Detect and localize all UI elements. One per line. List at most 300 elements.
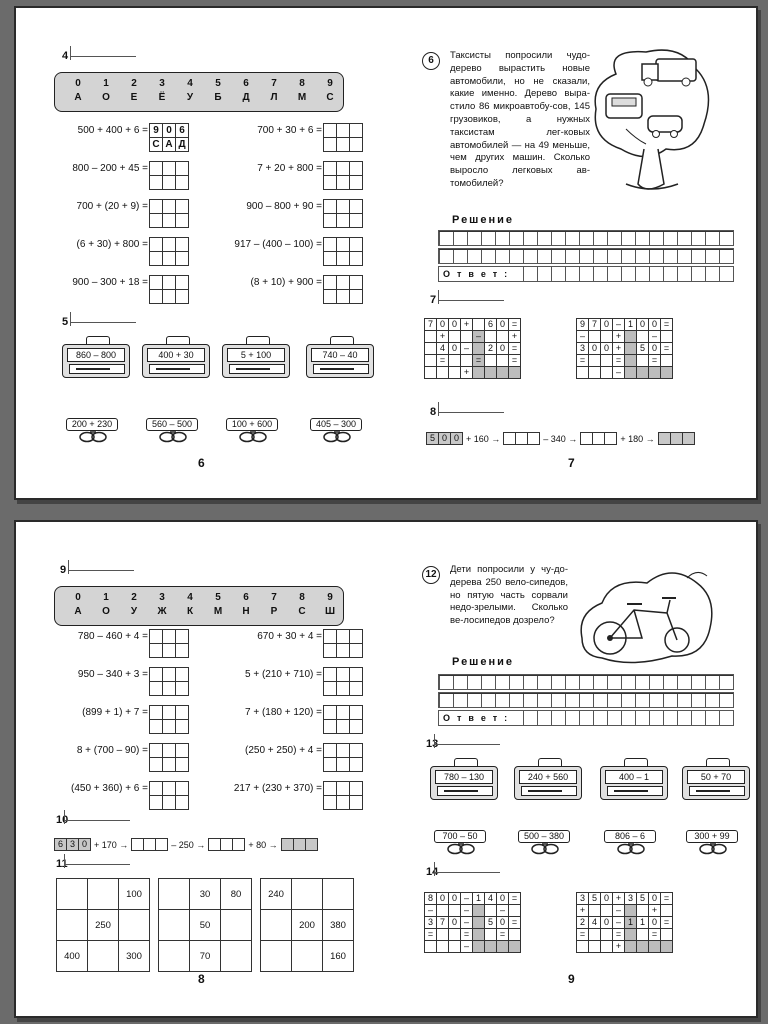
- answer-cell[interactable]: [324, 668, 337, 682]
- calc-cell[interactable]: 3: [625, 893, 637, 905]
- calc-cell[interactable]: [461, 331, 473, 343]
- calc-cell[interactable]: +: [613, 343, 625, 355]
- square-cell[interactable]: 200: [292, 910, 323, 941]
- calc-cell[interactable]: 2: [577, 917, 589, 929]
- calc-cell[interactable]: 1: [473, 893, 485, 905]
- answer-cell[interactable]: [163, 720, 176, 734]
- chain-answer-box[interactable]: [208, 838, 245, 851]
- chain-cell[interactable]: [528, 433, 539, 444]
- calc-cell[interactable]: –: [649, 331, 661, 343]
- calc-cell[interactable]: =: [509, 343, 521, 355]
- calc-cell[interactable]: 4: [437, 343, 449, 355]
- calc-cell[interactable]: =: [577, 355, 589, 367]
- chain-cell[interactable]: [504, 433, 516, 444]
- calc-cell[interactable]: [509, 941, 521, 953]
- answer-cell[interactable]: [163, 644, 176, 658]
- calc-cell[interactable]: –: [461, 893, 473, 905]
- answer-grid[interactable]: [323, 161, 363, 190]
- chain-cell[interactable]: [671, 433, 683, 444]
- answer-cell[interactable]: [176, 200, 189, 214]
- answer-grid[interactable]: [323, 705, 363, 734]
- answer-cell[interactable]: [350, 630, 363, 644]
- calc-cell[interactable]: [637, 941, 649, 953]
- calc-cell[interactable]: [637, 929, 649, 941]
- answer-cell[interactable]: [350, 176, 363, 190]
- calc-cell[interactable]: +: [649, 905, 661, 917]
- calc-cell[interactable]: =: [425, 929, 437, 941]
- calc-cell[interactable]: [661, 355, 673, 367]
- calc-cell[interactable]: [577, 367, 589, 379]
- answer-cell[interactable]: [163, 200, 176, 214]
- calc-cell[interactable]: +: [509, 331, 521, 343]
- answer-grid[interactable]: [323, 275, 363, 304]
- answer-cell[interactable]: [350, 290, 363, 304]
- answer-cell[interactable]: [337, 630, 350, 644]
- calc-cell[interactable]: [437, 905, 449, 917]
- answer-cell[interactable]: [163, 682, 176, 696]
- calc-cell[interactable]: [649, 941, 661, 953]
- answer-cell[interactable]: [176, 176, 189, 190]
- calc-cell[interactable]: [449, 331, 461, 343]
- calc-cell[interactable]: [449, 905, 461, 917]
- answer-cell[interactable]: [150, 744, 163, 758]
- answer-cell[interactable]: [150, 162, 163, 176]
- answer-cell[interactable]: [350, 796, 363, 810]
- answer-grid[interactable]: [149, 161, 189, 190]
- answer-cell[interactable]: [150, 796, 163, 810]
- square-cell[interactable]: 70: [190, 941, 221, 972]
- calc-cell[interactable]: =: [613, 929, 625, 941]
- square-cell[interactable]: [119, 910, 150, 941]
- calc-cell[interactable]: +: [577, 905, 589, 917]
- answer-cell[interactable]: [150, 630, 163, 644]
- calc-cell[interactable]: 9: [577, 319, 589, 331]
- calc-cell[interactable]: –: [461, 917, 473, 929]
- answer-cell[interactable]: [324, 682, 337, 696]
- calc-cell[interactable]: =: [661, 319, 673, 331]
- square-cell[interactable]: 50: [190, 910, 221, 941]
- calc-cell[interactable]: [425, 331, 437, 343]
- answer-cell[interactable]: [350, 668, 363, 682]
- square-cell[interactable]: [323, 879, 354, 910]
- answer-cell[interactable]: [324, 276, 337, 290]
- calc-cell[interactable]: +: [613, 331, 625, 343]
- calc-cell[interactable]: =: [509, 355, 521, 367]
- answer-cell[interactable]: [324, 162, 337, 176]
- calc-cell[interactable]: [577, 941, 589, 953]
- answer-cell[interactable]: [163, 706, 176, 720]
- calc-cell[interactable]: 5: [637, 893, 649, 905]
- calc-cell[interactable]: 0: [601, 917, 613, 929]
- answer-cell[interactable]: [163, 214, 176, 228]
- answer-cell[interactable]: [150, 758, 163, 772]
- square-cell[interactable]: 240: [261, 879, 292, 910]
- answer-cell[interactable]: [350, 744, 363, 758]
- answer-cell[interactable]: [337, 706, 350, 720]
- answer-cell[interactable]: [150, 290, 163, 304]
- answer-cell[interactable]: 0: [163, 124, 176, 138]
- calc-cell[interactable]: 3: [577, 343, 589, 355]
- calc-cell[interactable]: –: [613, 917, 625, 929]
- calc-cell[interactable]: [437, 941, 449, 953]
- calc-cell[interactable]: [625, 367, 637, 379]
- answer-cell[interactable]: [176, 706, 189, 720]
- calc-cell[interactable]: –: [461, 941, 473, 953]
- answer-cell[interactable]: [163, 668, 176, 682]
- answer-cell[interactable]: [150, 682, 163, 696]
- calc-cell[interactable]: [601, 929, 613, 941]
- answer-cell[interactable]: [350, 276, 363, 290]
- chain-cell[interactable]: [282, 839, 294, 850]
- calc-cell[interactable]: 7: [437, 917, 449, 929]
- answer-grid[interactable]: [323, 667, 363, 696]
- answer-cell[interactable]: [324, 176, 337, 190]
- square-cell[interactable]: [159, 941, 190, 972]
- answer-cell[interactable]: [350, 138, 363, 152]
- calc-cell[interactable]: [473, 319, 485, 331]
- answer-cell[interactable]: [150, 238, 163, 252]
- chain-cell[interactable]: [132, 839, 144, 850]
- answer-cell[interactable]: [150, 644, 163, 658]
- calc-cell[interactable]: [437, 929, 449, 941]
- answer-grid[interactable]: [149, 667, 189, 696]
- answer-cell[interactable]: [350, 238, 363, 252]
- calc-cell[interactable]: [649, 367, 661, 379]
- answer-cell[interactable]: [337, 758, 350, 772]
- calc-cell[interactable]: +: [437, 331, 449, 343]
- answer-cell[interactable]: [176, 238, 189, 252]
- calc-cell[interactable]: 0: [601, 343, 613, 355]
- calc-cell[interactable]: =: [509, 917, 521, 929]
- chain-cell[interactable]: [683, 433, 694, 444]
- calc-cell[interactable]: 5: [637, 343, 649, 355]
- square-cell[interactable]: 30: [190, 879, 221, 910]
- answer-cell[interactable]: [324, 238, 337, 252]
- answer-grid[interactable]: [323, 237, 363, 266]
- calc-cell[interactable]: [589, 905, 601, 917]
- calc-cell[interactable]: –: [497, 905, 509, 917]
- calc-cell[interactable]: [625, 941, 637, 953]
- answer-grid[interactable]: [323, 743, 363, 772]
- answer-cell[interactable]: [350, 706, 363, 720]
- calc-cell[interactable]: 0: [449, 319, 461, 331]
- square-cell[interactable]: [57, 910, 88, 941]
- answer-cell[interactable]: [350, 124, 363, 138]
- calc-cell[interactable]: [589, 355, 601, 367]
- answer-grid[interactable]: [323, 199, 363, 228]
- calc-cell[interactable]: [485, 331, 497, 343]
- answer-cell[interactable]: [150, 252, 163, 266]
- calc-cell[interactable]: –: [613, 905, 625, 917]
- calc-cell[interactable]: [485, 367, 497, 379]
- answer-cell[interactable]: [324, 706, 337, 720]
- calc-cell[interactable]: [601, 331, 613, 343]
- calc-cell[interactable]: [473, 941, 485, 953]
- answer-cell[interactable]: [163, 630, 176, 644]
- answer-cell[interactable]: [324, 758, 337, 772]
- calc-cell[interactable]: 6: [485, 319, 497, 331]
- square-cell[interactable]: 160: [323, 941, 354, 972]
- answer-cell[interactable]: [176, 252, 189, 266]
- chain-cell[interactable]: [306, 839, 317, 850]
- calc-cell[interactable]: –: [461, 905, 473, 917]
- answer-cell[interactable]: [163, 290, 176, 304]
- answer-cell[interactable]: [337, 138, 350, 152]
- square-cell[interactable]: [88, 941, 119, 972]
- calc-cell[interactable]: [601, 355, 613, 367]
- calc-cell[interactable]: =: [577, 929, 589, 941]
- answer-cell[interactable]: [150, 276, 163, 290]
- calc-cell[interactable]: [497, 331, 509, 343]
- answer-cell[interactable]: [150, 200, 163, 214]
- answer-cell[interactable]: [350, 720, 363, 734]
- square-cell[interactable]: [221, 941, 252, 972]
- calc-cell[interactable]: 0: [449, 917, 461, 929]
- calc-cell[interactable]: –: [613, 319, 625, 331]
- calc-cell[interactable]: 0: [497, 343, 509, 355]
- calc-cell[interactable]: 0: [601, 319, 613, 331]
- calc-cell[interactable]: [485, 941, 497, 953]
- calc-cell[interactable]: 0: [649, 917, 661, 929]
- answer-cell[interactable]: С: [150, 138, 163, 152]
- answer-cell[interactable]: [324, 796, 337, 810]
- answer-cell[interactable]: [324, 124, 337, 138]
- calc-cell[interactable]: 5: [589, 893, 601, 905]
- square-cell[interactable]: 300: [119, 941, 150, 972]
- calc-cell[interactable]: =: [649, 355, 661, 367]
- calc-cell[interactable]: +: [461, 367, 473, 379]
- calc-cell[interactable]: [449, 941, 461, 953]
- square-cell[interactable]: 80: [221, 879, 252, 910]
- calc-cell[interactable]: =: [613, 355, 625, 367]
- answer-cell[interactable]: [176, 744, 189, 758]
- calc-cell[interactable]: [473, 905, 485, 917]
- calc-cell[interactable]: [589, 929, 601, 941]
- calc-cell[interactable]: –: [461, 343, 473, 355]
- calc-cell[interactable]: 7: [589, 319, 601, 331]
- square-cell[interactable]: [292, 879, 323, 910]
- calc-cell[interactable]: 0: [449, 893, 461, 905]
- answer-cell[interactable]: 9: [150, 124, 163, 138]
- answer-cell[interactable]: [337, 214, 350, 228]
- calc-cell[interactable]: 3: [577, 893, 589, 905]
- calc-cell[interactable]: [661, 941, 673, 953]
- answer-cell[interactable]: [350, 252, 363, 266]
- answer-cell[interactable]: [150, 176, 163, 190]
- calc-cell[interactable]: [661, 331, 673, 343]
- calc-cell[interactable]: =: [473, 355, 485, 367]
- answer-cell[interactable]: [337, 276, 350, 290]
- answer-cell[interactable]: [350, 200, 363, 214]
- answer-cell[interactable]: [150, 782, 163, 796]
- calc-cell[interactable]: [485, 929, 497, 941]
- calc-cell[interactable]: 0: [649, 343, 661, 355]
- answer-grid[interactable]: [323, 123, 363, 152]
- calc-cell[interactable]: [497, 355, 509, 367]
- calc-cell[interactable]: 4: [589, 917, 601, 929]
- calc-cell[interactable]: 2: [485, 343, 497, 355]
- calc-cell[interactable]: 0: [497, 893, 509, 905]
- answer-cell[interactable]: [176, 276, 189, 290]
- answer-cell[interactable]: [337, 162, 350, 176]
- answer-grid[interactable]: [149, 629, 189, 658]
- chain-cell[interactable]: [516, 433, 528, 444]
- answer-cell[interactable]: [176, 162, 189, 176]
- chain-cell[interactable]: [659, 433, 671, 444]
- calc-cell[interactable]: =: [461, 929, 473, 941]
- calc-cell[interactable]: [601, 905, 613, 917]
- answer-cell[interactable]: [163, 238, 176, 252]
- square-cell[interactable]: 100: [119, 879, 150, 910]
- calc-cell[interactable]: =: [661, 917, 673, 929]
- answer-cell[interactable]: [337, 782, 350, 796]
- answer-grid[interactable]: [149, 237, 189, 266]
- answer-cell[interactable]: [163, 276, 176, 290]
- answer-cell[interactable]: [337, 668, 350, 682]
- chain-answer-box[interactable]: [281, 838, 318, 851]
- calc-cell[interactable]: =: [509, 893, 521, 905]
- calc-cell[interactable]: 7: [425, 319, 437, 331]
- calc-cell[interactable]: [473, 929, 485, 941]
- square-cell[interactable]: [261, 910, 292, 941]
- answer-cell[interactable]: [176, 682, 189, 696]
- calc-cell[interactable]: +: [461, 319, 473, 331]
- calc-cell[interactable]: [473, 917, 485, 929]
- answer-cell[interactable]: [150, 668, 163, 682]
- answer-cell[interactable]: [324, 644, 337, 658]
- answer-cell[interactable]: [176, 720, 189, 734]
- calc-cell[interactable]: 1: [637, 917, 649, 929]
- answer-grid[interactable]: [323, 629, 363, 658]
- answer-cell[interactable]: [176, 758, 189, 772]
- calc-cell[interactable]: –: [613, 367, 625, 379]
- calc-cell[interactable]: 0: [437, 319, 449, 331]
- calc-cell[interactable]: [637, 905, 649, 917]
- answer-cell[interactable]: [337, 682, 350, 696]
- chain-cell[interactable]: [144, 839, 156, 850]
- answer-cell[interactable]: [337, 744, 350, 758]
- calc-cell[interactable]: 0: [437, 893, 449, 905]
- chain-cell[interactable]: [209, 839, 221, 850]
- calc-cell[interactable]: [509, 367, 521, 379]
- calc-cell[interactable]: 0: [589, 343, 601, 355]
- calc-cell[interactable]: [625, 331, 637, 343]
- square-cell[interactable]: [57, 879, 88, 910]
- answer-cell[interactable]: [324, 290, 337, 304]
- calc-cell[interactable]: [497, 941, 509, 953]
- chain-answer-box[interactable]: [580, 432, 617, 445]
- calc-cell[interactable]: [509, 929, 521, 941]
- calc-cell[interactable]: [661, 929, 673, 941]
- calc-cell[interactable]: –: [473, 331, 485, 343]
- answer-cell[interactable]: [163, 162, 176, 176]
- calc-cell[interactable]: [589, 331, 601, 343]
- calc-cell[interactable]: 0: [449, 343, 461, 355]
- calc-cell[interactable]: –: [425, 905, 437, 917]
- square-cell[interactable]: [261, 941, 292, 972]
- calc-cell[interactable]: [485, 355, 497, 367]
- answer-cell[interactable]: [150, 720, 163, 734]
- calc-cell[interactable]: 1: [625, 917, 637, 929]
- answer-cell[interactable]: [337, 200, 350, 214]
- calc-cell[interactable]: [485, 905, 497, 917]
- calc-cell[interactable]: =: [437, 355, 449, 367]
- answer-cell[interactable]: [350, 682, 363, 696]
- square-cell[interactable]: 380: [323, 910, 354, 941]
- calc-cell[interactable]: [625, 929, 637, 941]
- calc-cell[interactable]: [601, 367, 613, 379]
- answer-cell[interactable]: [337, 290, 350, 304]
- answer-cell[interactable]: [324, 782, 337, 796]
- calc-cell[interactable]: [625, 355, 637, 367]
- answer-cell[interactable]: [176, 214, 189, 228]
- answer-grid[interactable]: [149, 743, 189, 772]
- square-cell[interactable]: [292, 941, 323, 972]
- chain-cell[interactable]: [156, 839, 167, 850]
- answer-cell[interactable]: [150, 214, 163, 228]
- calc-cell[interactable]: [589, 367, 601, 379]
- answer-cell[interactable]: А: [163, 138, 176, 152]
- calc-cell[interactable]: [625, 905, 637, 917]
- calc-cell[interactable]: =: [661, 343, 673, 355]
- answer-cell[interactable]: [324, 744, 337, 758]
- calc-cell[interactable]: [601, 941, 613, 953]
- calc-cell[interactable]: [589, 941, 601, 953]
- answer-grid[interactable]: [149, 781, 189, 810]
- calc-cell[interactable]: [449, 929, 461, 941]
- answer-cell[interactable]: [324, 630, 337, 644]
- calc-cell[interactable]: +: [613, 941, 625, 953]
- answer-cell[interactable]: [337, 176, 350, 190]
- calc-cell[interactable]: [497, 367, 509, 379]
- answer-cell[interactable]: [337, 238, 350, 252]
- answer-cell[interactable]: [350, 758, 363, 772]
- answer-grid[interactable]: [149, 199, 189, 228]
- calc-cell[interactable]: 1: [625, 319, 637, 331]
- answer-cell[interactable]: [337, 796, 350, 810]
- chain-cell[interactable]: [593, 433, 605, 444]
- answer-cell[interactable]: [337, 252, 350, 266]
- answer-cell[interactable]: [337, 124, 350, 138]
- answer-grid[interactable]: [149, 275, 189, 304]
- answer-cell[interactable]: [163, 758, 176, 772]
- calc-cell[interactable]: 3: [425, 917, 437, 929]
- chain-cell[interactable]: [294, 839, 306, 850]
- answer-cell[interactable]: Д: [176, 138, 189, 152]
- answer-cell[interactable]: [350, 214, 363, 228]
- calc-cell[interactable]: [425, 941, 437, 953]
- answer-cell[interactable]: [176, 290, 189, 304]
- answer-cell[interactable]: [337, 720, 350, 734]
- chain-cell[interactable]: [605, 433, 616, 444]
- answer-cell[interactable]: [176, 796, 189, 810]
- calc-cell[interactable]: 0: [649, 319, 661, 331]
- answer-cell[interactable]: [163, 176, 176, 190]
- calc-cell[interactable]: 0: [637, 319, 649, 331]
- chain-answer-box[interactable]: [131, 838, 168, 851]
- square-cell[interactable]: 250: [88, 910, 119, 941]
- calc-cell[interactable]: [425, 343, 437, 355]
- answer-cell[interactable]: [350, 162, 363, 176]
- calc-cell[interactable]: 4: [485, 893, 497, 905]
- answer-grid[interactable]: [323, 781, 363, 810]
- calc-cell[interactable]: [425, 355, 437, 367]
- calc-cell[interactable]: +: [613, 893, 625, 905]
- calc-cell[interactable]: 0: [497, 319, 509, 331]
- answer-grid[interactable]: [149, 123, 189, 152]
- answer-cell[interactable]: [324, 252, 337, 266]
- calc-cell[interactable]: =: [509, 319, 521, 331]
